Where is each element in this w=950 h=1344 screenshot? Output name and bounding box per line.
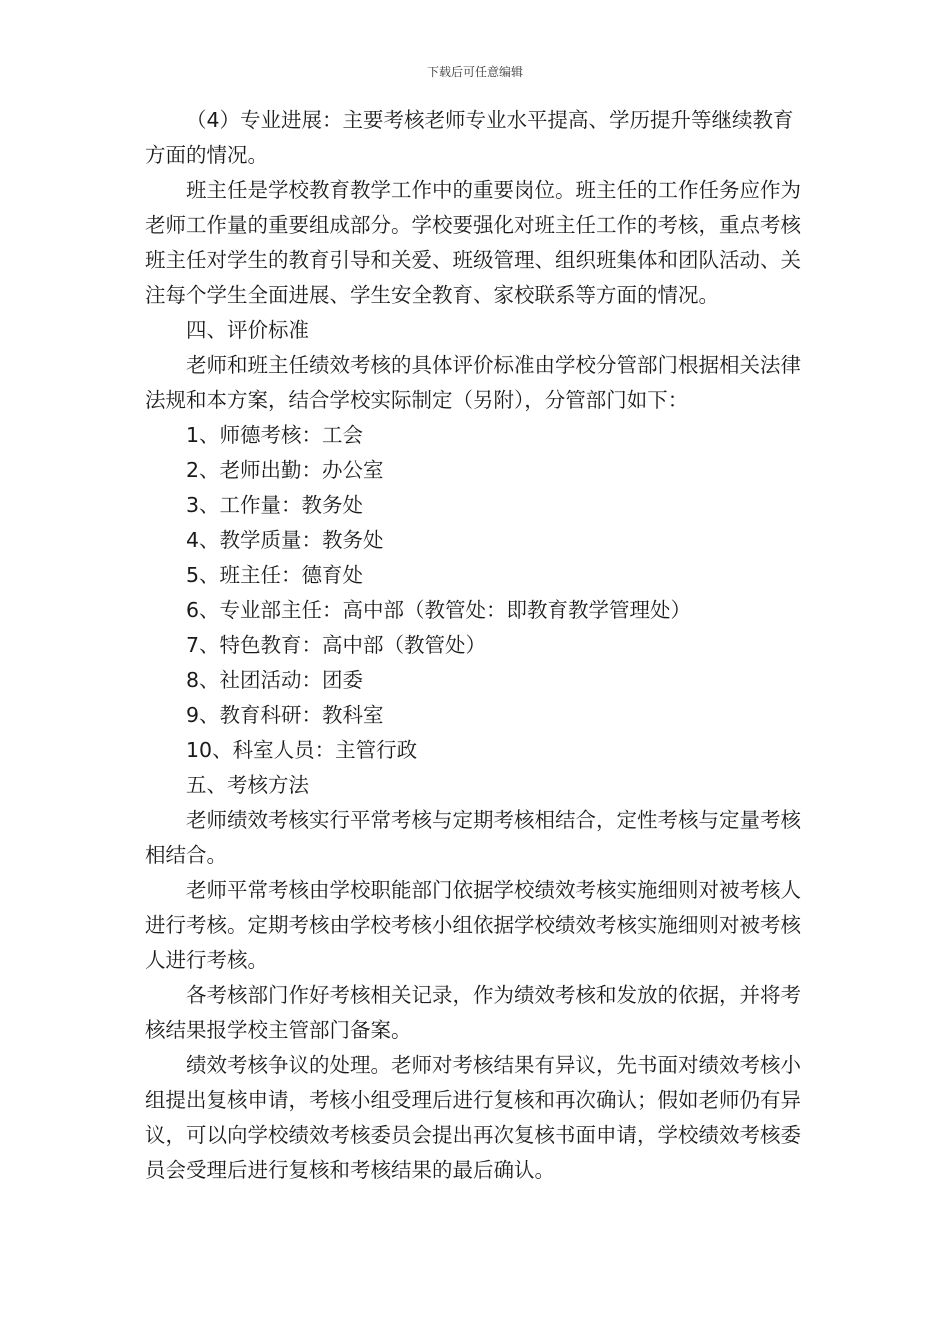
list-item: 9、教育科研：教科室 — [186, 703, 384, 727]
list-item: 8、社团活动：团委 — [186, 668, 364, 692]
list-item: 6、专业部主任：高中部（教管处：即教育教学管理处） — [186, 598, 692, 622]
section-heading-assessment-methods: 五、考核方法 — [186, 773, 309, 797]
paragraph-professional-development: （4）专业进展：主要考核老师专业水平提高、学历提升等继续教育方面的情况。 — [145, 108, 794, 167]
paragraph-assessment-records: 各考核部门作好考核相关记录，作为绩效考核和发放的依据，并将考核结果报学校主管部门备案。 — [145, 983, 801, 1042]
list-item: 1、师德考核：工会 — [186, 423, 364, 447]
list-item: 2、老师出勤：办公室 — [186, 458, 384, 482]
paragraph-head-teacher: 班主任是学校教育教学工作中的重要岗位。班主任的工作任务应作为老师工作量的重要组成部分。学校要强化对班主任工作的考核，重点考核班主任对学生的教育引导和关爱、班级管理、组织班集体和团队活动、关注每个学生全面进展、学生安全教育、家校联系等方面的情况。 — [145, 178, 801, 307]
paragraph-assessment-combination: 老师绩效考核实行平常考核与定期考核相结合，定性考核与定量考核相结合。 — [145, 808, 801, 867]
page-header-note: 下载后可任意编辑 — [426, 65, 523, 79]
section-heading-evaluation-standards: 四、评价标准 — [186, 318, 309, 342]
list-item: 5、班主任：德育处 — [186, 563, 364, 587]
paragraph-dispute-handling: 绩效考核争议的处理。老师对考核结果有异议，先书面对绩效考核小组提出复核申请，考核小组受理后进行复核和再次确认；假如老师仍有异议，可以向学校绩效考核委员会提出再次复核书面申请，学校绩效考核委员会受理后进行复核和考核结果的最后确认。 — [145, 1053, 801, 1182]
document-body — [145, 103, 810, 1188]
paragraph-evaluation-standards: 老师和班主任绩效考核的具体评价标准由学校分管部门根据相关法律法规和本方案，结合学校实际制定（另附），分管部门如下： — [145, 353, 801, 412]
list-item: 4、教学质量：教务处 — [186, 528, 384, 552]
paragraph-routine-assessment: 老师平常考核由学校职能部门依据学校绩效考核实施细则对被考核人进行考核。定期考核由学校考核小组依据学校绩效考核实施细则对被考核人进行考核。 — [145, 878, 801, 972]
list-item: 10、科室人员：主管行政 — [186, 738, 418, 762]
list-item: 7、特色教育：高中部（教管处） — [186, 633, 487, 657]
list-item: 3、工作量：教务处 — [186, 493, 364, 517]
